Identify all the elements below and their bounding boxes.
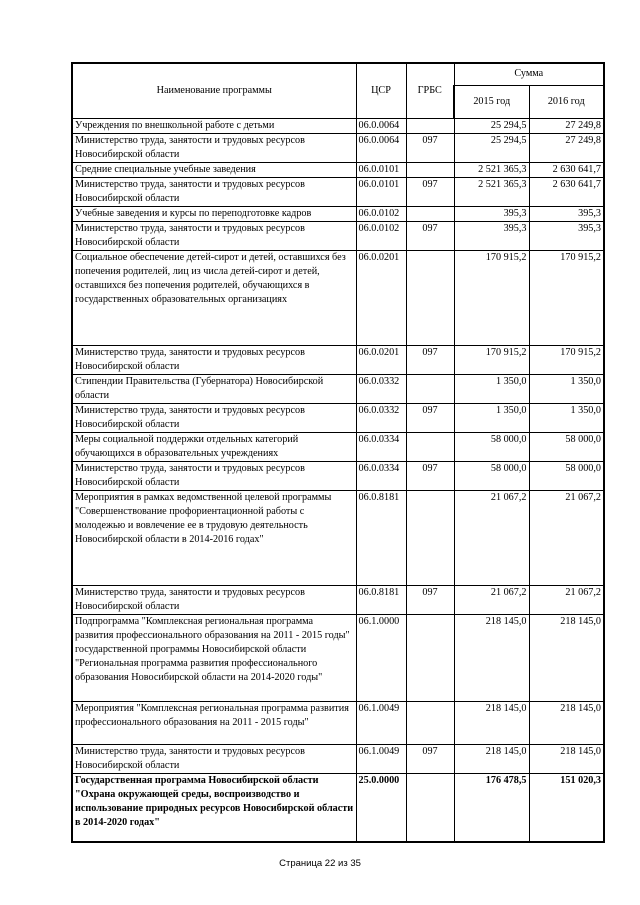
row-value-2016: 2 630 641,7 [529,162,604,177]
table-row [72,133,604,162]
row-name: Подпрограмма "Комплексная региональная программа развития профессионального образования на 2011 - 2015 годы" государственной программы Новосибирской области "Региональная программа развития профессионального образования Новосибирской области на 2014-2020 годы" [72,614,356,701]
row-name: Учреждения по внешкольной работе с детьми [72,118,356,133]
table-row [72,118,604,133]
row-value-2015: 25 294,5 [454,118,529,133]
row-value-2015: 218 145,0 [454,701,529,744]
table-row [72,744,604,773]
row-name: Средние специальные учебные заведения [72,162,356,177]
row-csr: 06.0.0201 [356,250,406,345]
row-name: Мероприятия "Комплексная региональная программа развития профессионального образования на 2011 - 2015 годы" [72,701,356,744]
row-value-2015: 218 145,0 [454,744,529,773]
row-value-2015: 21 067,2 [454,585,529,614]
row-name: Министерство труда, занятости и трудовых ресурсов Новосибирской области [72,744,356,773]
row-csr: 06.0.0332 [356,374,406,403]
table-row [72,206,604,221]
row-csr: 06.1.0049 [356,744,406,773]
row-value-2016: 21 067,2 [529,490,604,585]
header-csr: ЦСР [356,63,406,118]
row-grbs [406,162,454,177]
header-sum: Сумма [454,63,604,85]
row-csr: 06.0.0334 [356,461,406,490]
row-value-2016: 21 067,2 [529,585,604,614]
row-name: Стипендии Правительства (Губернатора) Новосибирской области [72,374,356,403]
row-grbs: 097 [406,133,454,162]
row-value-2015: 170 915,2 [454,250,529,345]
row-grbs: 097 [406,403,454,432]
row-csr: 06.0.0064 [356,133,406,162]
row-value-2015: 21 067,2 [454,490,529,585]
budget-table [71,62,605,843]
table-row [72,221,604,250]
row-value-2015: 1 350,0 [454,374,529,403]
table-row [72,614,604,701]
row-value-2015: 1 350,0 [454,403,529,432]
row-grbs [406,701,454,744]
page-number: Страница 22 из 35 [279,858,361,869]
row-value-2015: 395,3 [454,206,529,221]
table-row [72,403,604,432]
row-value-2015: 170 915,2 [454,345,529,374]
row-csr: 06.0.0334 [356,432,406,461]
table-row [72,162,604,177]
row-value-2015: 58 000,0 [454,461,529,490]
row-value-2016: 27 249,8 [529,118,604,133]
row-grbs: 097 [406,177,454,206]
row-csr: 06.0.8181 [356,585,406,614]
row-value-2015: 2 521 365,3 [454,177,529,206]
row-name: Мероприятия в рамках ведомственной целевой программы "Совершенствование профориентационной работы с молодежью и вовлечение ее в трудовую деятельность Новосибирской области в 2014-2016 годах" [72,490,356,585]
row-name: Министерство труда, занятости и трудовых ресурсов Новосибирской области [72,177,356,206]
row-csr: 06.0.0101 [356,162,406,177]
row-value-2016: 218 145,0 [529,744,604,773]
row-value-2016: 218 145,0 [529,614,604,701]
table-row [72,490,604,585]
row-value-2016: 27 249,8 [529,133,604,162]
table-row [72,773,604,842]
row-grbs [406,374,454,403]
row-value-2015: 25 294,5 [454,133,529,162]
row-grbs [406,490,454,585]
row-value-2015: 58 000,0 [454,432,529,461]
row-name: Министерство труда, занятости и трудовых ресурсов Новосибирской области [72,221,356,250]
table-row [72,461,604,490]
row-csr: 06.1.0049 [356,701,406,744]
row-name: Государственная программа Новосибирской области "Охрана окружающей среды, воспроизводство и использование природных ресурсов Новосибирской области в 2014-2020 годах" [72,773,356,842]
table-row [72,177,604,206]
header-2015: 2015 год [454,85,529,118]
row-value-2016: 1 350,0 [529,374,604,403]
row-value-2016: 218 145,0 [529,701,604,744]
row-name: Министерство труда, занятости и трудовых ресурсов Новосибирской области [72,133,356,162]
row-csr: 06.0.0064 [356,118,406,133]
row-grbs [406,206,454,221]
row-value-2016: 2 630 641,7 [529,177,604,206]
row-csr: 06.0.0332 [356,403,406,432]
row-value-2016: 395,3 [529,221,604,250]
header-name: Наименование программы [72,63,356,118]
row-name: Социальное обеспечение детей-сирот и детей, оставшихся без попечения родителей, лиц из числа детей-сирот и детей, оставшихся без попечения родителей, обучающихся в государственных образовательных организациях [72,250,356,345]
row-csr: 06.0.8181 [356,490,406,585]
row-grbs [406,250,454,345]
row-value-2016: 395,3 [529,206,604,221]
row-name: Меры социальной поддержки отдельных категорий обучающихся в образовательных учреждениях [72,432,356,461]
row-name: Министерство труда, занятости и трудовых ресурсов Новосибирской области [72,403,356,432]
row-name: Министерство труда, занятости и трудовых ресурсов Новосибирской области [72,461,356,490]
header-grbs: ГРБС [406,63,454,118]
row-grbs [406,432,454,461]
table-row [72,345,604,374]
table-row [72,374,604,403]
row-value-2016: 170 915,2 [529,345,604,374]
row-grbs: 097 [406,221,454,250]
row-csr: 06.0.0201 [356,345,406,374]
row-csr: 06.0.0102 [356,206,406,221]
row-grbs [406,118,454,133]
row-value-2016: 151 020,3 [529,773,604,842]
row-grbs [406,773,454,842]
row-name: Министерство труда, занятости и трудовых ресурсов Новосибирской области [72,345,356,374]
table-row [72,585,604,614]
table-body [72,118,604,842]
row-csr: 06.0.0101 [356,177,406,206]
table-row [72,432,604,461]
row-grbs: 097 [406,585,454,614]
row-value-2015: 395,3 [454,221,529,250]
row-name: Учебные заведения и курсы по переподготовке кадров [72,206,356,221]
row-csr: 25.0.0000 [356,773,406,842]
row-value-2016: 1 350,0 [529,403,604,432]
row-value-2016: 58 000,0 [529,432,604,461]
row-value-2016: 170 915,2 [529,250,604,345]
table-row [72,250,604,345]
header-2016: 2016 год [529,85,604,118]
table-row [72,701,604,744]
row-csr: 06.1.0000 [356,614,406,701]
row-grbs [406,614,454,701]
row-value-2015: 176 478,5 [454,773,529,842]
row-value-2016: 58 000,0 [529,461,604,490]
row-grbs: 097 [406,461,454,490]
row-csr: 06.0.0102 [356,221,406,250]
row-value-2015: 218 145,0 [454,614,529,701]
row-grbs: 097 [406,345,454,374]
row-value-2015: 2 521 365,3 [454,162,529,177]
row-name: Министерство труда, занятости и трудовых ресурсов Новосибирской области [72,585,356,614]
row-grbs: 097 [406,744,454,773]
